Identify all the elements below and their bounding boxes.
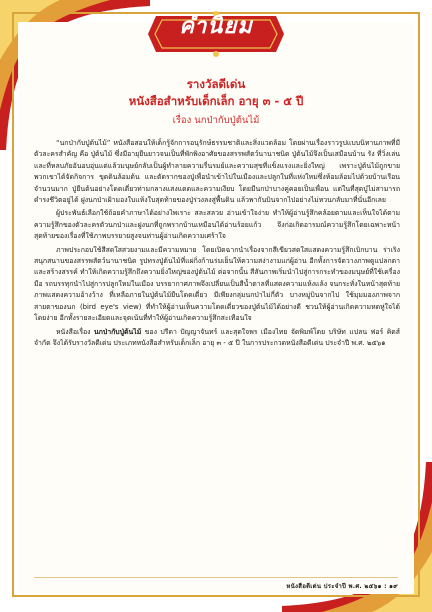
paragraph-1-intro: “นกป่ากับปู่ต้นไม้” [56,139,111,147]
footer-divider [34,577,398,578]
paragraph-4-book-title: นกป่ากับปู่ต้นไม้ [94,327,142,336]
paragraph-4 [34,327,400,350]
page-footer: หนังสือดีเด่น ประจำปี พ.ศ. ๒๕๖๑ : ๑๙ [286,583,398,590]
award-level: รางวัลดีเด่น [186,77,246,91]
book-title: เรื่อง นกป่ากับปู่ต้นไม้ [172,115,260,126]
banner-title: คำนิยม [179,13,253,39]
paragraph-3: ภาพประกอบใช้สีสดใสสวยงามและมีความหมาย โดยเปิดฉากนำเรื่องจากสีเขียวสดใสแสดงความรู้สึกเบิกบาน ร่าเริง สนุกสนานของสรรพสัตว์นานาชนิด รูปทรงปู่ต้นไม้ที่แผ่กิ่งก้านร่มเย็นให้ความสง่างามแก่ผู้อ่าน อีกทั้งการจัดวางภาพดูแปลกตาและสร้างสรรค์ ทำให้เกิดความรู้สึกถึงความยิ่งใหญ่ของปู่ต้นไม้ ต่อจากนั้น สีสันภาพเริ่มนำไปสู่การกระทำของมนุษย์ที่ใช้เครื่องมือ รถบรรทุกนำไปสู่การปลูกใหม่ในเมือง บรรยากาศภาพจึงเปลี่ยนเป็นสีน้ำตาลที่แสดงความแห้งแล้ง จนกระทั่งในหน้าสุดท้ายภาพแสดงความอ้างว้าง ที่เหลือภายในปู่ต้นไม้ยืนโดดเดี่ยว มีเพียงกลุ่มนกป่าไม่กี่ตัว บางหมู่บินจากไป ใช้มุมมองภาพจากสายตาของนก (bird eye's view) ที่ทำให้ผู้อ่านเห็นความโดดเดี่ยวของปู่ต้นไม้ได้อย่างดี ชวนให้ผู้อ่านเกิดความหดหู่ใจได้โดยง่าย อีกทั้งรายละเอียดและจุดเน้นที่ทำให้ผู้อ่านเกิดความรู้สึกสะเทือนใจ [34,245,400,323]
paragraph-4-post: ของ ปรีดา ปัญญาจันทร์ และสุดใจพร เมืองไทย จัดพิมพ์โดย บริษัท แปลน ฟอร์ คิดส์ จำกัด จึงได้รับรางวัลดีเด่น ประเภทหนังสือสำหรับเด็กเล็ก อายุ ๓ - ๕ ปี ในการประกวดหนังสือดีเด่น ประจำปี พ.ศ. ๒๕๖๑ [34,327,400,347]
paragraph-4-pre: หนังสือเรื่อง [56,327,94,336]
paragraph-2: ผู้ประพันธ์เลือกใช้ถ้อยคำภาษาได้อย่างไพเราะ สละสลวย อ่านเข้าใจง่าย ทำให้ผู้อ่านรู้สึกคล้อยตามและเห็นใจได้ตามความรู้สึกของตัวละครตัวนกป่าและฝูงนกที่ถูกพรากบ้านเหมือนได้อ่านร้อยแก้ว จึงก่อเกิดอารมณ์ความรู้สึกโดยเฉพาะหน้าสุดท้ายของเรื่องที่ใช้ภาพบรรยายสูงจนท่านผู้อ่านเกิดความเศร้าใจ [34,209,400,241]
article-body [34,138,400,351]
paragraph-1 [34,138,400,206]
paragraph-1-text: หนังสือสอนให้เด็กรู้จักการอนุรักษ์ธรรมชาติและสิ่งแวดล้อม โดยผ่านเรื่องราวรูปแบบนิทานภาพที่มีตัวละครสำคัญ คือ ปู่ต้นไม้ ซึ่งมีอายุยืนยาวจนเป็นที่พักพิงอาศัยของสรรพสัตว์นานาชนิด ปู่ต้นไม้จึงเป็นเสมือนบ้าน รัง ที่วิ่งเล่น และที่หลบภัยอันอบอุ่นแต่แล้วมนุษย์กลับเป็นผู้ทำลายความรื่นรมย์และความสุขที่แข็งแรงและยิ่งใหญ่ เพราะปู่ต้นไม้ถูกขายพวกเขาได้จัดกิจการ ขุดดินล้อมต้น และตัดรากของปู่เพื่อนำเข้าไปในเมืองและปลูกในที่แห่งใหม่ซึ่งห้อมล้อมไปด้วยบ้านเรือนจำนวนมาก ปู่ยืนต้นอย่างโดดเดี่ยวท่ามกลางแสงแดดและความเงียบ โดยมีนกป่าบางคู่คอยเป็นเพื่อน แต่ในที่สุดปู่ไม่สามารถดำรงชีวิตอยู่ได้ ฝูงนกป่าเฝ้ามองใบแห้งใบสุดท้ายของปู่ร่วงลงสู่พื้นดิน แล้วพากันบินจากไปอย่างไม่หวนกลับมาที่นั่นอีกเลย [34,139,400,205]
award-category: หนังสือสำหรับเด็กเล็ก อายุ ๓ - ๕ ปี [128,94,304,108]
